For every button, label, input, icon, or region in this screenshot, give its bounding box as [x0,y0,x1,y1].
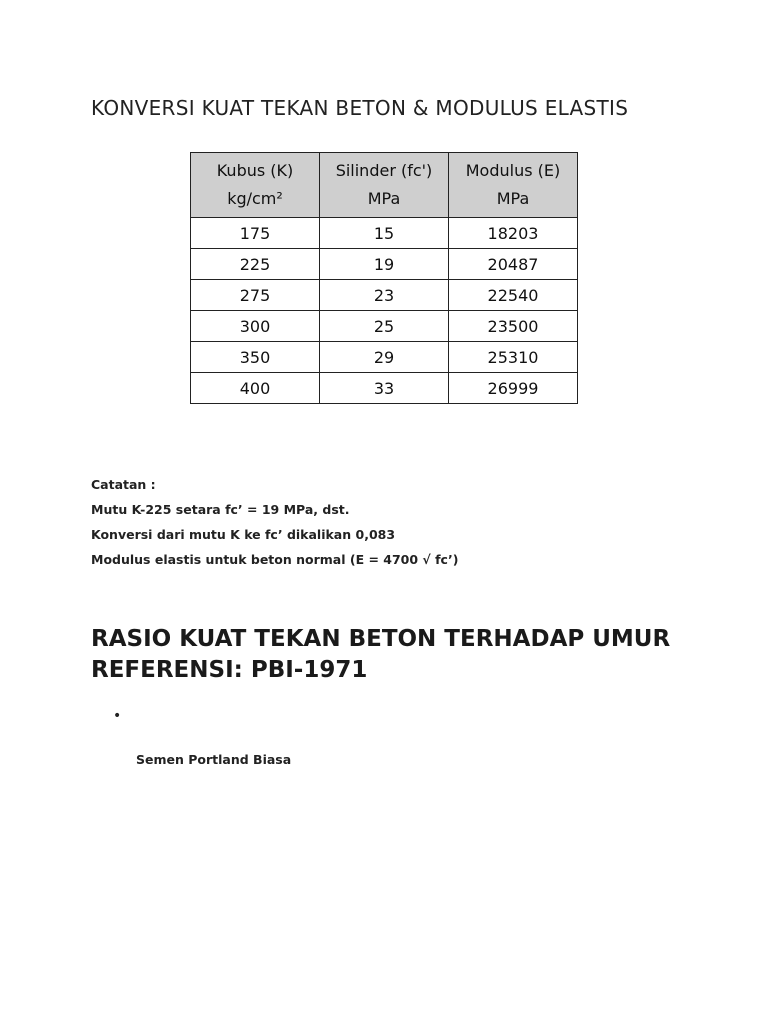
table-cell: 22540 [449,280,578,311]
header-silinder [320,153,449,218]
section-heading-line2: REFERENSI: PBI-1971 [91,657,368,683]
header-silinder-unit: MPa [367,189,401,208]
table-cell: 25310 [449,342,578,373]
header-modulus-label: Modulus (E) [465,161,561,180]
table-row [191,218,578,249]
table-cell: 23 [320,280,449,311]
conversion-table [190,152,578,404]
table-cell: 18203 [449,218,578,249]
table-row [191,373,578,404]
table-cell: 350 [191,342,320,373]
header-kubus-label: Kubus (K) [216,161,294,180]
header-kubus-unit: kg/cm² [227,189,283,208]
table-row [191,342,578,373]
note-line: Modulus elastis untuk beton normal (E = 4700 √ fc’) [91,552,459,567]
table-row [191,249,578,280]
notes-heading: Catatan : [91,477,156,492]
note-line: Mutu K-225 setara fc’ = 19 MPa, dst. [91,502,350,517]
table-cell: 275 [191,280,320,311]
table-header-row [191,153,578,218]
table-cell: 33 [320,373,449,404]
header-modulus-unit: MPa [496,189,530,208]
table-cell: 300 [191,311,320,342]
page-title: KONVERSI KUAT TEKAN BETON & MODULUS ELASTIS [91,96,629,120]
cement-type-label: Semen Portland Biasa [136,752,292,767]
table-cell: 26999 [449,373,578,404]
table-row [191,280,578,311]
header-silinder-label: Silinder (fc') [335,161,433,180]
header-kubus [191,153,320,218]
table-row [191,311,578,342]
table-cell: 25 [320,311,449,342]
table-cell: 19 [320,249,449,280]
notes-block [91,472,458,572]
table-cell: 29 [320,342,449,373]
table-cell: 20487 [449,249,578,280]
section-heading [91,624,670,686]
table-cell: 225 [191,249,320,280]
table-cell: 23500 [449,311,578,342]
section-heading-line1: RASIO KUAT TEKAN BETON TERHADAP UMUR [91,626,671,652]
note-line: Konversi dari mutu K ke fc’ dikalikan 0,083 [91,527,396,542]
table-cell: 15 [320,218,449,249]
table-cell: 175 [191,218,320,249]
header-modulus [449,153,578,218]
list-bullet: • [113,708,122,724]
table-cell: 400 [191,373,320,404]
